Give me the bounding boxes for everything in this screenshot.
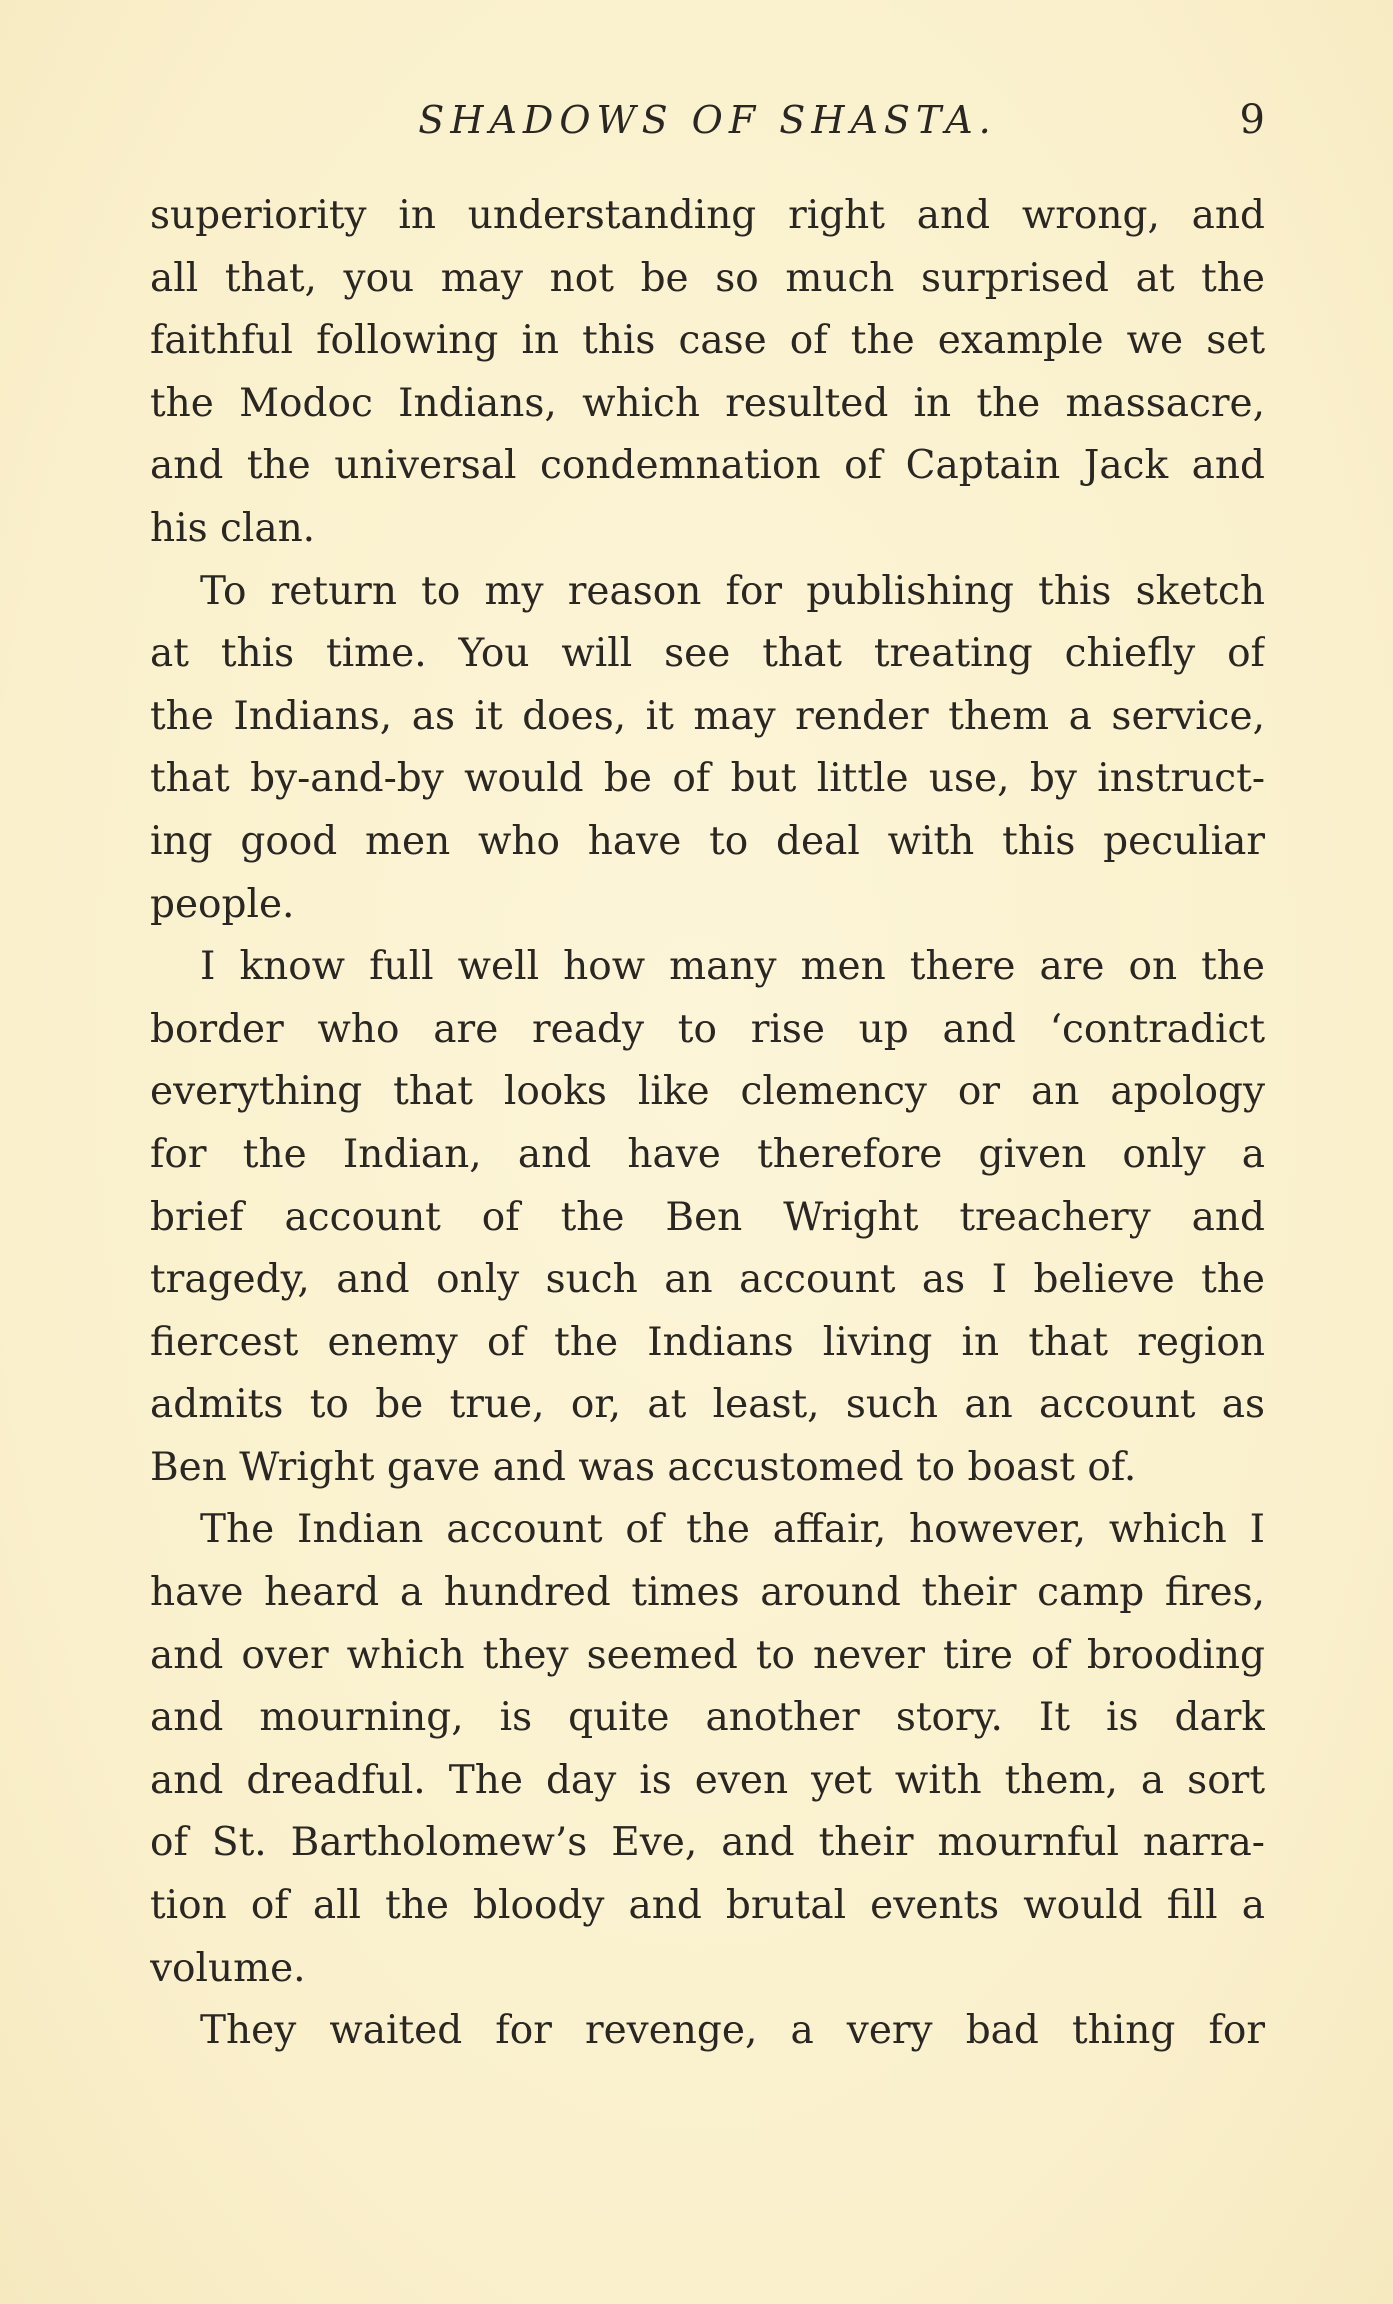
text-line: everything that looks like clemency or an apology: [150, 1069, 1265, 1115]
body-text: [150, 185, 1265, 2063]
text-line: They waited for revenge, a very bad thing for: [200, 2008, 1265, 2054]
text-line: and dreadful. The day is even yet with them, a sort: [150, 1757, 1265, 1803]
text-line: admits to be true, or, at least, such an account as: [150, 1382, 1265, 1428]
text-line: for the Indian, and have therefore given only a: [150, 1131, 1265, 1177]
text-line: all that, you may not be so much surprised at the: [150, 255, 1265, 301]
text-line: and the universal condemnation of Captain Jack and: [150, 443, 1265, 489]
text-line: the Modoc Indians, which resulted in the massacre,: [150, 380, 1265, 426]
text-line: fiercest enemy of the Indians living in that region: [150, 1319, 1265, 1365]
page-number: 9: [1239, 97, 1265, 143]
text-line: the Indians, as it does, it may render them a service,: [150, 693, 1265, 739]
text-line: people.: [150, 881, 295, 927]
text-line: tion of all the bloody and brutal events would fill a: [150, 1883, 1265, 1929]
text-line: To return to my reason for publishing this sketch: [200, 568, 1265, 614]
text-line: I know full well how many men there are on the: [200, 944, 1265, 990]
text-line: Ben Wright gave and was accustomed to boast of.: [150, 1444, 1137, 1490]
text-line: superiority in understanding right and wrong, and: [150, 193, 1265, 238]
running-title: SHADOWS OF SHASTA.: [418, 98, 997, 142]
text-line: that by-and-by would be of but little use, by instruct-: [150, 756, 1265, 802]
text-line: tragedy, and only such an account as I believe the: [150, 1257, 1265, 1303]
text-line: and mourning, is quite another story. It is dark: [150, 1695, 1265, 1741]
text-line: and over which they seemed to never tire of brooding: [150, 1632, 1265, 1678]
text-line: at this time. You will see that treating chiefly of: [150, 631, 1265, 677]
text-line: brief account of the Ben Wright treachery and: [150, 1194, 1265, 1240]
text-line: of St. Bartholomew’s Eve, and their mournful narra-: [150, 1820, 1265, 1866]
text-line: have heard a hundred times around their camp fires,: [150, 1570, 1265, 1616]
page-header: [150, 92, 1265, 148]
text-line: volume.: [150, 1945, 306, 1991]
text-line: The Indian account of the affair, however, which I: [200, 1507, 1265, 1553]
text-line: border who are ready to rise up and ʻcontradict: [150, 1006, 1265, 1052]
text-line: faithful following in this case of the example we set: [150, 318, 1265, 364]
text-line: ing good men who have to deal with this peculiar: [150, 818, 1265, 864]
text-line: his clan.: [150, 505, 316, 551]
